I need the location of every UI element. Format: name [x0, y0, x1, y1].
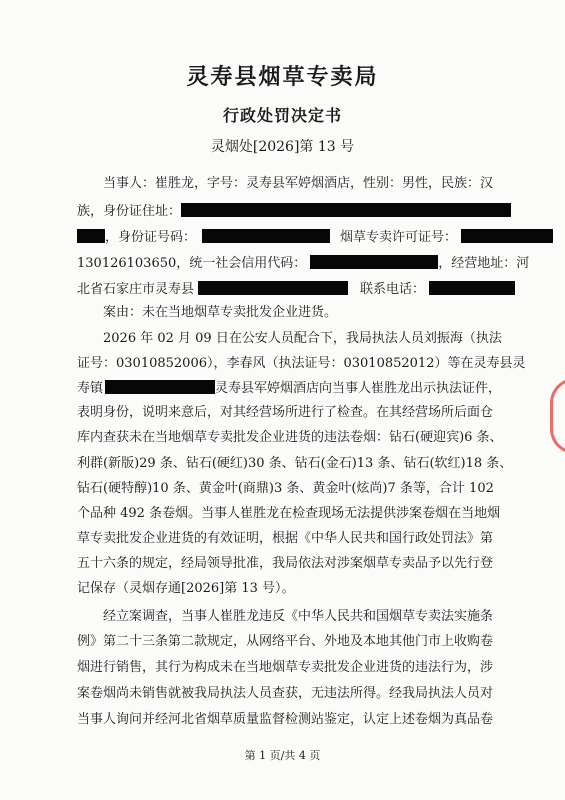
body-line: 烟进行销售，其行为构成未在当地烟草专卖批发企业进货的违法行为，涉: [77, 660, 494, 675]
redaction-bar: [429, 281, 515, 295]
redaction-bar: [461, 229, 553, 243]
document-number: 灵烟处[2026]第 13 号: [210, 139, 355, 155]
body-text: ，经营地址：河: [438, 256, 530, 271]
body-line: 证号：03010852006），李春风（执法证号：03010852012）等在灵寿县灵: [77, 356, 526, 371]
body-line: 利群(新版)29 条、钻石(硬红)30 条、钻石(金石)13 条、钻石(软红)18 条、: [77, 456, 513, 471]
redaction-bar: [198, 281, 348, 295]
body-line: 草专卖批发企业进货的有效证明，根据《中华人民共和国行政处罚法》第: [77, 531, 494, 546]
body-line: [77, 380, 501, 397]
body-text: 130126103650，统一社会信用代码：: [77, 256, 307, 271]
body-line: 库内查获未在当地烟草专卖批发企业进货的违法卷烟：钻石(硬迎宾)6 条、: [77, 430, 503, 445]
body-line: [77, 255, 529, 272]
page-footer: 第 1 页/共 4 页: [244, 749, 321, 762]
body-line: 案由：未在当地烟草专卖批发企业进货。: [103, 305, 338, 320]
body-line: 案卷烟尚未销售就被我局执法人员查获，无违法所得。经我局执法人员对: [77, 686, 494, 701]
body-line: 个品种 492 条卷烟。当事人崔胜龙在检查现场无法提供涉案卷烟在当地烟: [77, 506, 501, 521]
body-text: 灵寿县军婷烟酒店向当事人崔胜龙出示执法证件，: [215, 381, 502, 396]
redaction-bar: [202, 229, 330, 243]
agency-title: 灵寿县烟草专卖局: [186, 64, 379, 90]
official-seal-edge: [550, 378, 565, 454]
body-line: 记保存（灵烟存通[2026]第 13 号）。: [77, 581, 295, 596]
body-text: 联系电话：: [360, 282, 426, 297]
redaction-bar: [181, 203, 511, 217]
body-text: 族，身份证住址：: [77, 204, 182, 219]
redaction-bar: [77, 229, 105, 243]
body-line: [77, 203, 511, 220]
body-line: [77, 281, 515, 298]
body-line: 当事人询问并经河北省烟草质量监督检测站鉴定，认定上述卷烟为真品卷: [77, 712, 494, 727]
body-text: ，身份证号码：: [105, 230, 197, 245]
body-line: 表明身份，说明来意后，对其经营场所进行了检查。在其经营场所后面仓: [77, 405, 494, 420]
document-type-title: 行政处罚决定书: [222, 106, 342, 125]
body-line: 经立案调查，当事人崔胜龙违反《中华人民共和国烟草专卖法实施条: [103, 609, 494, 624]
body-line: 当事人：崔胜龙，字号：灵寿县军婷烟酒店，性别：男性，民族：汉: [103, 176, 494, 191]
body-line: [77, 229, 553, 246]
redaction-bar: [310, 255, 438, 269]
body-text: 寿镇: [77, 381, 104, 396]
body-line: 例》第二十三条第二款规定，从网络平台、外地及本地其他门市上收购卷: [77, 634, 494, 649]
redaction-bar: [105, 380, 215, 394]
body-text: 烟草专卖许可证号：: [340, 230, 458, 245]
body-line: 钻石(硬特醇)10 条、黄金叶(商鼎)3 条、黄金叶(炫尚)7 条等，合计 102: [77, 481, 494, 496]
body-line: 五十六条的规定，经局领导批准，我局依法对涉案烟草专卖品予以先行登: [77, 556, 494, 571]
body-text: 北省石家庄市灵寿县: [77, 282, 195, 297]
body-line: 2026 年 02 月 09 日在公安人员配合下，我局执法人员刘振海（执法: [103, 331, 502, 346]
